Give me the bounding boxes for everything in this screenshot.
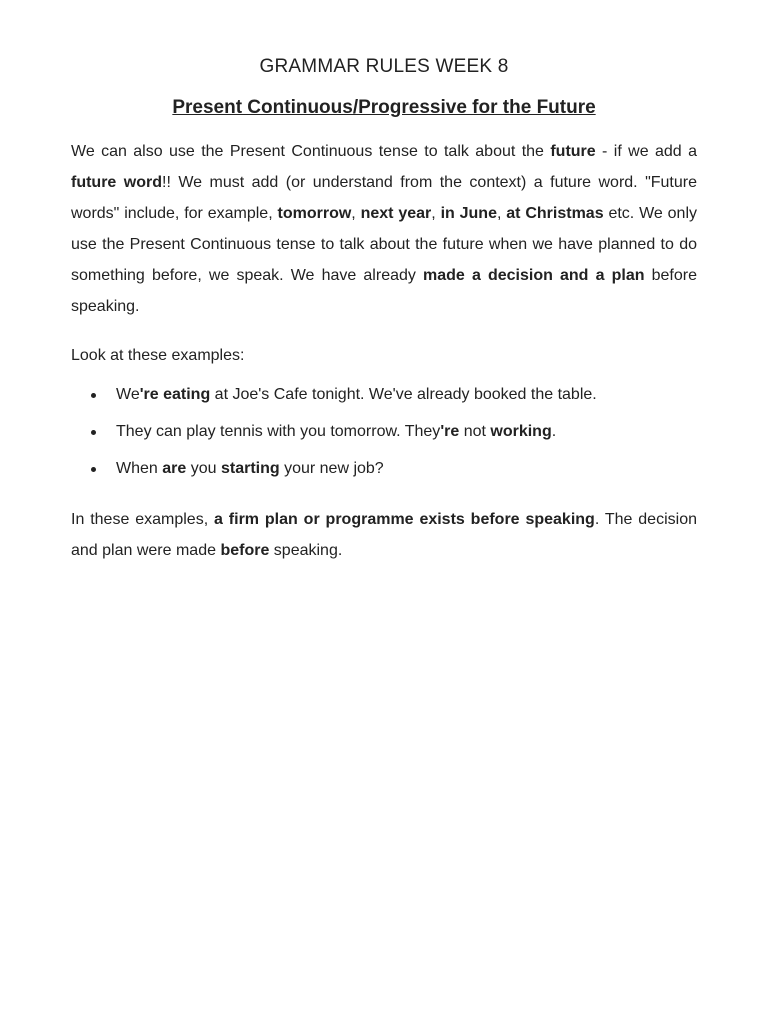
text-run: before speaking. xyxy=(71,267,697,315)
text-run: . The decision and plan were made xyxy=(71,511,697,559)
text-run: We xyxy=(116,386,140,403)
bold-run: future xyxy=(550,143,596,160)
bold-run: next year xyxy=(360,205,432,222)
bold-run: before xyxy=(220,542,270,559)
text-run: not xyxy=(459,423,491,440)
bold-run: future word xyxy=(71,174,162,191)
text-run: . xyxy=(551,423,557,440)
conclusion-paragraph xyxy=(71,504,697,566)
text-run: you xyxy=(186,460,221,477)
text-run: your new job? xyxy=(279,460,384,477)
text-run: , xyxy=(496,205,507,222)
bullet-icon xyxy=(91,430,96,435)
examples-list xyxy=(71,380,697,491)
bold-run: at Christmas xyxy=(506,205,604,222)
bold-run: a firm plan or programme exists before speaking xyxy=(214,511,595,528)
bullet-icon xyxy=(91,393,96,398)
text-run: etc. We only use the Present Continuous tense to talk about the future when we have planned to do something before, we speak. We have already xyxy=(71,205,698,284)
intro-paragraph xyxy=(71,136,697,322)
bold-run: made a decision and a plan xyxy=(423,267,645,284)
text-run: When xyxy=(116,460,163,477)
text-run: In these examples, xyxy=(71,511,215,528)
text-run: We can also use the Present Continuous tense to talk about the xyxy=(71,143,551,160)
bullet-icon xyxy=(91,467,96,472)
examples-intro: Look at these examples: xyxy=(71,347,245,364)
bold-run: working xyxy=(490,423,552,440)
list-item xyxy=(71,417,697,454)
bold-run: are xyxy=(162,460,187,477)
bold-run: 're xyxy=(440,423,460,440)
text-run: at Joe's Cafe tonight. We've already booked the table. xyxy=(210,386,597,403)
list-item xyxy=(71,380,697,417)
bold-run: starting xyxy=(220,460,280,477)
text-run: - if we add a xyxy=(595,143,697,160)
text-run: speaking. xyxy=(269,542,343,559)
bold-run: tomorrow xyxy=(277,205,352,222)
text-run: They can play tennis with you tomorrow. They xyxy=(116,423,441,440)
document-subtitle: Present Continuous/Progressive for the Future xyxy=(172,97,596,118)
list-item xyxy=(71,454,697,491)
bold-run: in June xyxy=(440,205,497,222)
text-run: , xyxy=(431,205,441,222)
bold-run: 're eating xyxy=(139,386,211,403)
text-run: !! We must add (or understand from the context) a future word. "Future words" include, for example, xyxy=(71,174,697,222)
document-title: GRAMMAR RULES WEEK 8 xyxy=(259,56,509,77)
text-run: , xyxy=(351,205,361,222)
